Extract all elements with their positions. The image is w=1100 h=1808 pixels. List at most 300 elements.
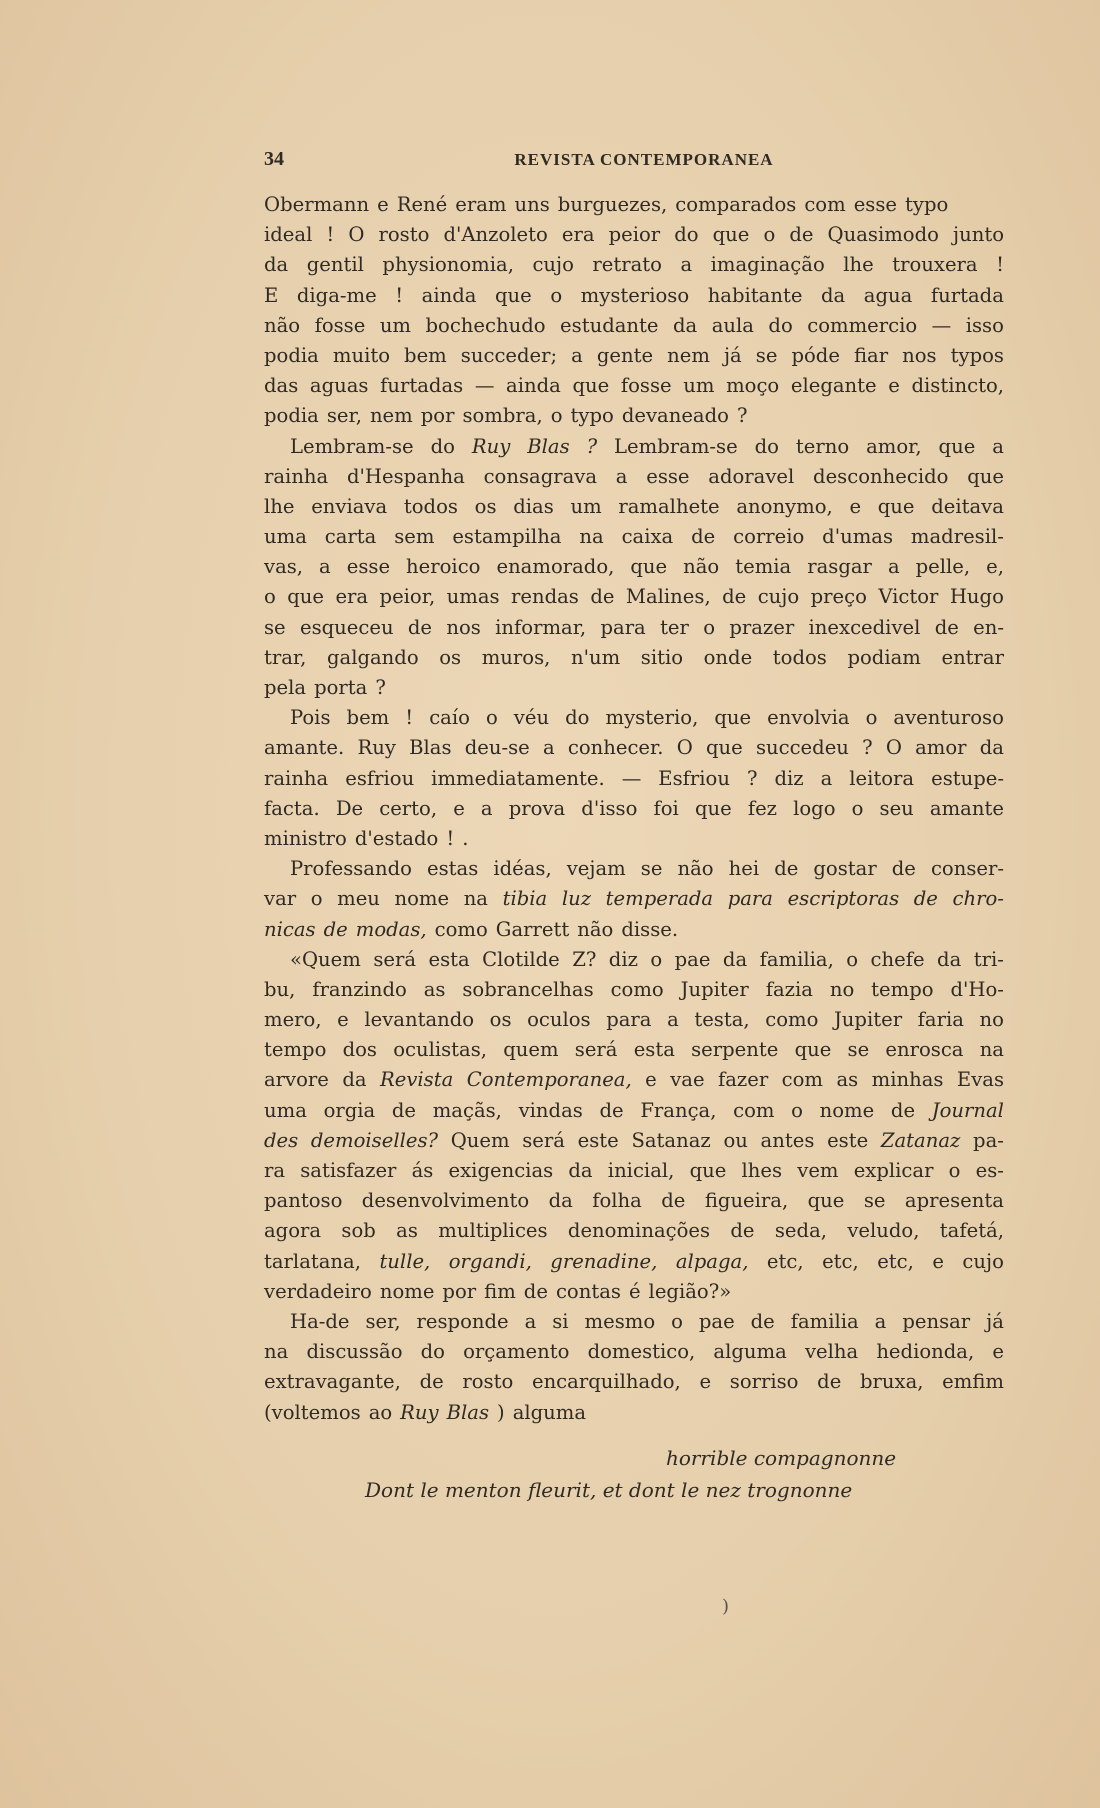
word: Esfriou [658,766,730,790]
word: heroico [406,555,481,579]
word: rendas [511,585,579,609]
word: maçãs, [432,1098,502,1122]
word: de [789,223,814,247]
text-line [264,794,1004,824]
word: o [650,947,663,971]
word: amante [929,796,1004,820]
word: informar, [495,615,587,639]
word: vindas [518,1098,583,1122]
word: verdadeiro [264,1279,372,1303]
word: pelle, [915,555,971,579]
word: diga-me [296,283,377,307]
word: por [442,1279,477,1303]
word: as [396,1219,418,1243]
word: elegante [790,374,877,398]
word: Blas [527,434,570,458]
word: bem [346,706,390,730]
text-line [264,281,1004,311]
text-line [264,492,1004,522]
word: emfim [942,1370,1004,1394]
word: do [565,706,590,730]
word: distincto, [911,374,1004,398]
word: nicas [264,917,316,941]
word: podia [264,404,319,428]
word: tarlatana, [264,1249,361,1273]
word: uma [264,525,307,549]
text-line [264,673,1004,703]
word: Revista [380,1068,454,1092]
word: de [523,1279,548,1303]
word: sobrancelhas [462,977,594,1001]
text-line [264,552,1004,582]
text-line [264,401,1004,431]
word: o [264,585,276,609]
word: vas, [264,555,304,579]
word: burguezes, [557,193,668,216]
word: e [992,1340,1004,1364]
word: Evas [956,1068,1004,1092]
word: enviava [311,494,388,518]
word: que [938,434,976,458]
word: o [485,706,498,730]
word: um [379,313,412,337]
word: o [851,796,864,820]
text-line [264,1065,1004,1095]
word: ra [264,1159,286,1182]
word: pa- [973,1128,1004,1152]
word: vae [670,1068,705,1092]
word: fosse [314,313,366,337]
word: e [849,494,862,518]
word: esta [428,947,470,971]
word: es- [975,1159,1004,1182]
word: de [890,1098,916,1122]
word: modas, [355,917,427,941]
word: gostar [813,857,877,881]
word: d'Ho- [950,977,1004,1001]
text-line [264,341,1004,371]
word: do [754,434,779,458]
text-line [264,462,1004,492]
word: alguma [713,1340,787,1364]
word: serpente [691,1038,779,1062]
word: quem [503,1038,559,1062]
word: muito [332,343,391,367]
word: da [979,736,1004,760]
word: Quasimodo [827,223,939,247]
word: bem [404,343,447,367]
word: de [934,615,959,639]
word: da [548,1189,573,1213]
word: França, [640,1098,717,1122]
word: testa, [694,1008,750,1032]
word: folha [592,1189,642,1213]
word: ? [862,736,873,760]
word: aventuroso [893,706,1004,730]
word: tafetá, [939,1219,1004,1243]
word: seu [879,796,914,820]
word: a [680,253,693,277]
word: levantando [364,1008,475,1032]
word: madresil- [910,525,1004,549]
word: figueira, [704,1189,789,1213]
word: oculistas, [393,1038,488,1062]
word: como [765,1008,819,1032]
word: alpaga, [675,1249,749,1273]
text-line [264,854,1004,884]
word: todos [772,645,827,669]
word: tri- [973,947,1004,971]
word: se [847,1038,870,1062]
word: agua [863,283,913,307]
word: (voltemos [264,1400,361,1424]
word: domestico, [587,1340,696,1364]
word: seda, [774,1219,827,1243]
word: galgando [326,645,419,669]
word: inicial, [607,1159,675,1182]
word: gente [596,343,654,367]
word: prova [508,796,566,820]
word: tulle, [379,1249,431,1273]
word: como [434,917,488,941]
word: ! [395,283,404,307]
word: trar, [264,645,307,669]
text-line [264,1126,1004,1156]
text-line [264,311,1004,341]
word: denominações [567,1219,711,1243]
word: ? [375,676,386,699]
word: minhas [871,1068,944,1092]
word: com [733,1098,775,1122]
word: envolvia [767,706,850,730]
word: um [683,374,715,398]
word: demoiselles? [310,1128,439,1152]
word: de [774,857,799,881]
word: de [691,525,716,549]
word: a [667,1008,679,1032]
word: Lembram-se [614,434,738,458]
word: pela [264,676,307,699]
word: peior [608,223,661,247]
word: familia, [759,947,834,971]
word: hedionda, [876,1340,975,1364]
text-line [264,582,1004,612]
word: aguas [309,374,369,398]
word: mero, [264,1008,322,1032]
word: que [712,223,750,247]
text-line [264,1337,1004,1367]
word: lhe [843,253,874,277]
text-line [264,190,1004,220]
word: da [342,1068,367,1092]
word: a [480,796,493,820]
word: não [577,917,614,941]
word: responde [416,1309,509,1333]
word: n'um [570,645,621,669]
word: Victor [878,585,939,609]
word: das [264,374,299,398]
word: logo [793,796,836,820]
word: tibia [502,887,548,911]
word: todos [403,494,458,518]
word: meu [337,887,380,911]
word: para [727,887,773,911]
word: furtadas [380,374,464,398]
word: que [794,1038,832,1062]
word: Jupiter [680,977,749,1001]
word: as [423,977,446,1001]
word: var [264,887,297,911]
word: amor [915,736,967,760]
word: Obermann [264,193,370,216]
word: rosto [378,223,430,247]
word: ramalhete [618,494,720,518]
word: anonymo, [736,494,833,518]
word: etc, [766,1249,804,1273]
word: a [524,1309,537,1333]
word: que [572,374,610,398]
word: ainda [421,283,477,307]
word: Blas [446,1400,490,1424]
word: — [474,374,495,398]
word: pae [698,1309,735,1333]
word: immediatamente. [431,766,605,790]
word: de [750,1309,775,1333]
word: era [335,585,369,609]
word: podia [264,343,319,367]
word: trouxera [892,253,978,277]
word: onde [703,645,753,669]
word: Garrett [495,917,570,941]
word: desenvolvimento [361,1189,530,1213]
word: extravagante, [264,1370,401,1394]
word: physionomia, [382,253,514,277]
word: pensar [902,1309,971,1333]
word: correio [733,525,805,549]
word: ! [405,706,414,730]
word: enrosca [885,1038,964,1062]
word: orçamento [463,1340,570,1364]
word: moço [726,374,780,398]
word: que [807,1189,845,1213]
text-line [264,945,1004,975]
text-line [264,1035,1004,1065]
word: consagrava [483,464,598,488]
word: ) [497,1400,505,1424]
word: se [863,1189,886,1213]
word: e, [986,555,1004,579]
word: lhe [264,494,295,518]
word: De [335,796,364,820]
word: encarquilhado, [531,1370,681,1394]
word: Quem [450,1128,510,1152]
word: como [610,977,664,1001]
word: peior, [379,585,436,609]
word: na [579,525,604,549]
word: se [755,343,778,367]
word: sorriso [729,1370,799,1394]
word: multiplices [438,1219,548,1243]
word: typos [950,343,1004,367]
word: póde [791,343,840,367]
word: se [264,615,286,639]
word: amante. [264,736,345,760]
word: exigencias [448,1159,554,1182]
word: um [570,494,602,518]
text-line [264,1005,1004,1035]
word: na [979,1038,1004,1062]
word: ás [411,1159,434,1182]
word: Z? [572,947,597,971]
word: da [937,947,962,971]
word: sem [394,525,435,549]
word: o [763,223,776,247]
word: habitante [707,283,803,307]
word: grenadine, [550,1249,658,1273]
text-line [264,975,1004,1005]
word: disse. [621,917,679,941]
word: ser, [326,404,362,428]
text-line [264,220,1004,250]
word: prazer [729,615,795,639]
word: fazer [717,1068,769,1092]
word: pae [674,947,711,971]
text-line [264,824,1004,854]
text-line [264,1367,1004,1397]
word: o [865,706,878,730]
word: nome [379,1279,435,1303]
word: e [932,1249,944,1273]
word: si [552,1309,569,1333]
text-line [264,1156,1004,1186]
word: retrato [592,253,662,277]
word: comparados [675,193,797,216]
word: rosto [462,1370,514,1394]
page-number: 34 [264,148,284,170]
word: etc, [877,1249,914,1273]
word: da [672,313,698,337]
word: esqueceu [299,615,394,639]
word: ao [368,1400,393,1424]
word: aula [711,313,754,337]
word: a [615,464,628,488]
text-line [264,1277,1004,1307]
word: da [722,947,748,971]
word: Lembram-se [290,434,414,458]
word: mesmo [584,1309,656,1333]
word: alguma [512,1400,587,1424]
word: nos [902,343,937,367]
word: fosse [620,374,672,398]
word: . [462,826,469,850]
word: os [489,1008,512,1032]
word: — [931,313,952,337]
word: de [419,1370,444,1394]
word: gentil [306,253,364,277]
word: legião?» [648,1279,732,1303]
word: ? [746,766,758,790]
word: etc, [822,1249,859,1273]
word: por [420,404,455,428]
text-line [264,613,1004,643]
word: este [827,1128,869,1152]
word: familia [790,1309,859,1333]
word: temperada [605,887,714,911]
word: uma [264,1098,307,1122]
word: ter [660,615,689,639]
word: véu [513,706,550,730]
word: Clotilde [482,947,560,971]
word: porta [314,676,368,699]
word: que [967,464,1004,488]
text-line [264,1398,1004,1428]
word: os [474,494,497,518]
word: tempo [264,1038,327,1062]
word: e [699,1370,712,1394]
word: dias [513,494,554,518]
word: a [874,1309,887,1333]
word: d'Hespanha [347,464,465,488]
word: d'Anzoleto [443,223,548,247]
word: conhecer. [567,736,664,760]
word: nos [446,615,481,639]
word: esse [646,464,690,488]
word: terno [795,434,850,458]
text-line [264,643,1004,673]
word: mysterio, [605,706,699,730]
word: muros, [481,645,551,669]
text-line [264,1096,1004,1126]
word: o [703,615,716,639]
word: facta. [264,796,320,820]
word: de [817,1370,842,1394]
word: luz [561,887,592,911]
word: de [730,1219,755,1243]
word: O [885,736,902,760]
word: commercio [807,313,918,337]
word: esta [633,1038,675,1062]
word: Ruy [357,736,396,760]
word: devaneado [621,404,729,428]
word: a [319,555,331,579]
word: do [430,434,455,458]
word: ser, [365,1309,401,1333]
word: ou [723,1128,748,1152]
body-text [264,190,1004,1428]
word: e [888,374,900,398]
word: diz [774,766,804,790]
word: com [781,1068,823,1092]
text-line [264,250,1004,280]
word: arvore [264,1068,329,1092]
word: lhes [741,1159,783,1182]
word: carta [324,525,377,549]
text-line [264,703,1004,733]
word: do [674,223,699,247]
word: succeder; [460,343,558,367]
word: de [722,585,747,609]
word: ainda [506,374,561,398]
text-line [264,915,1004,945]
word: nem [369,404,413,428]
word: de [391,1098,417,1122]
word: a [820,766,833,790]
word: que [630,555,668,579]
word: esse [853,193,897,216]
word: do [420,1340,445,1364]
word: Journal [931,1098,1004,1122]
word: deu-se [464,736,530,760]
